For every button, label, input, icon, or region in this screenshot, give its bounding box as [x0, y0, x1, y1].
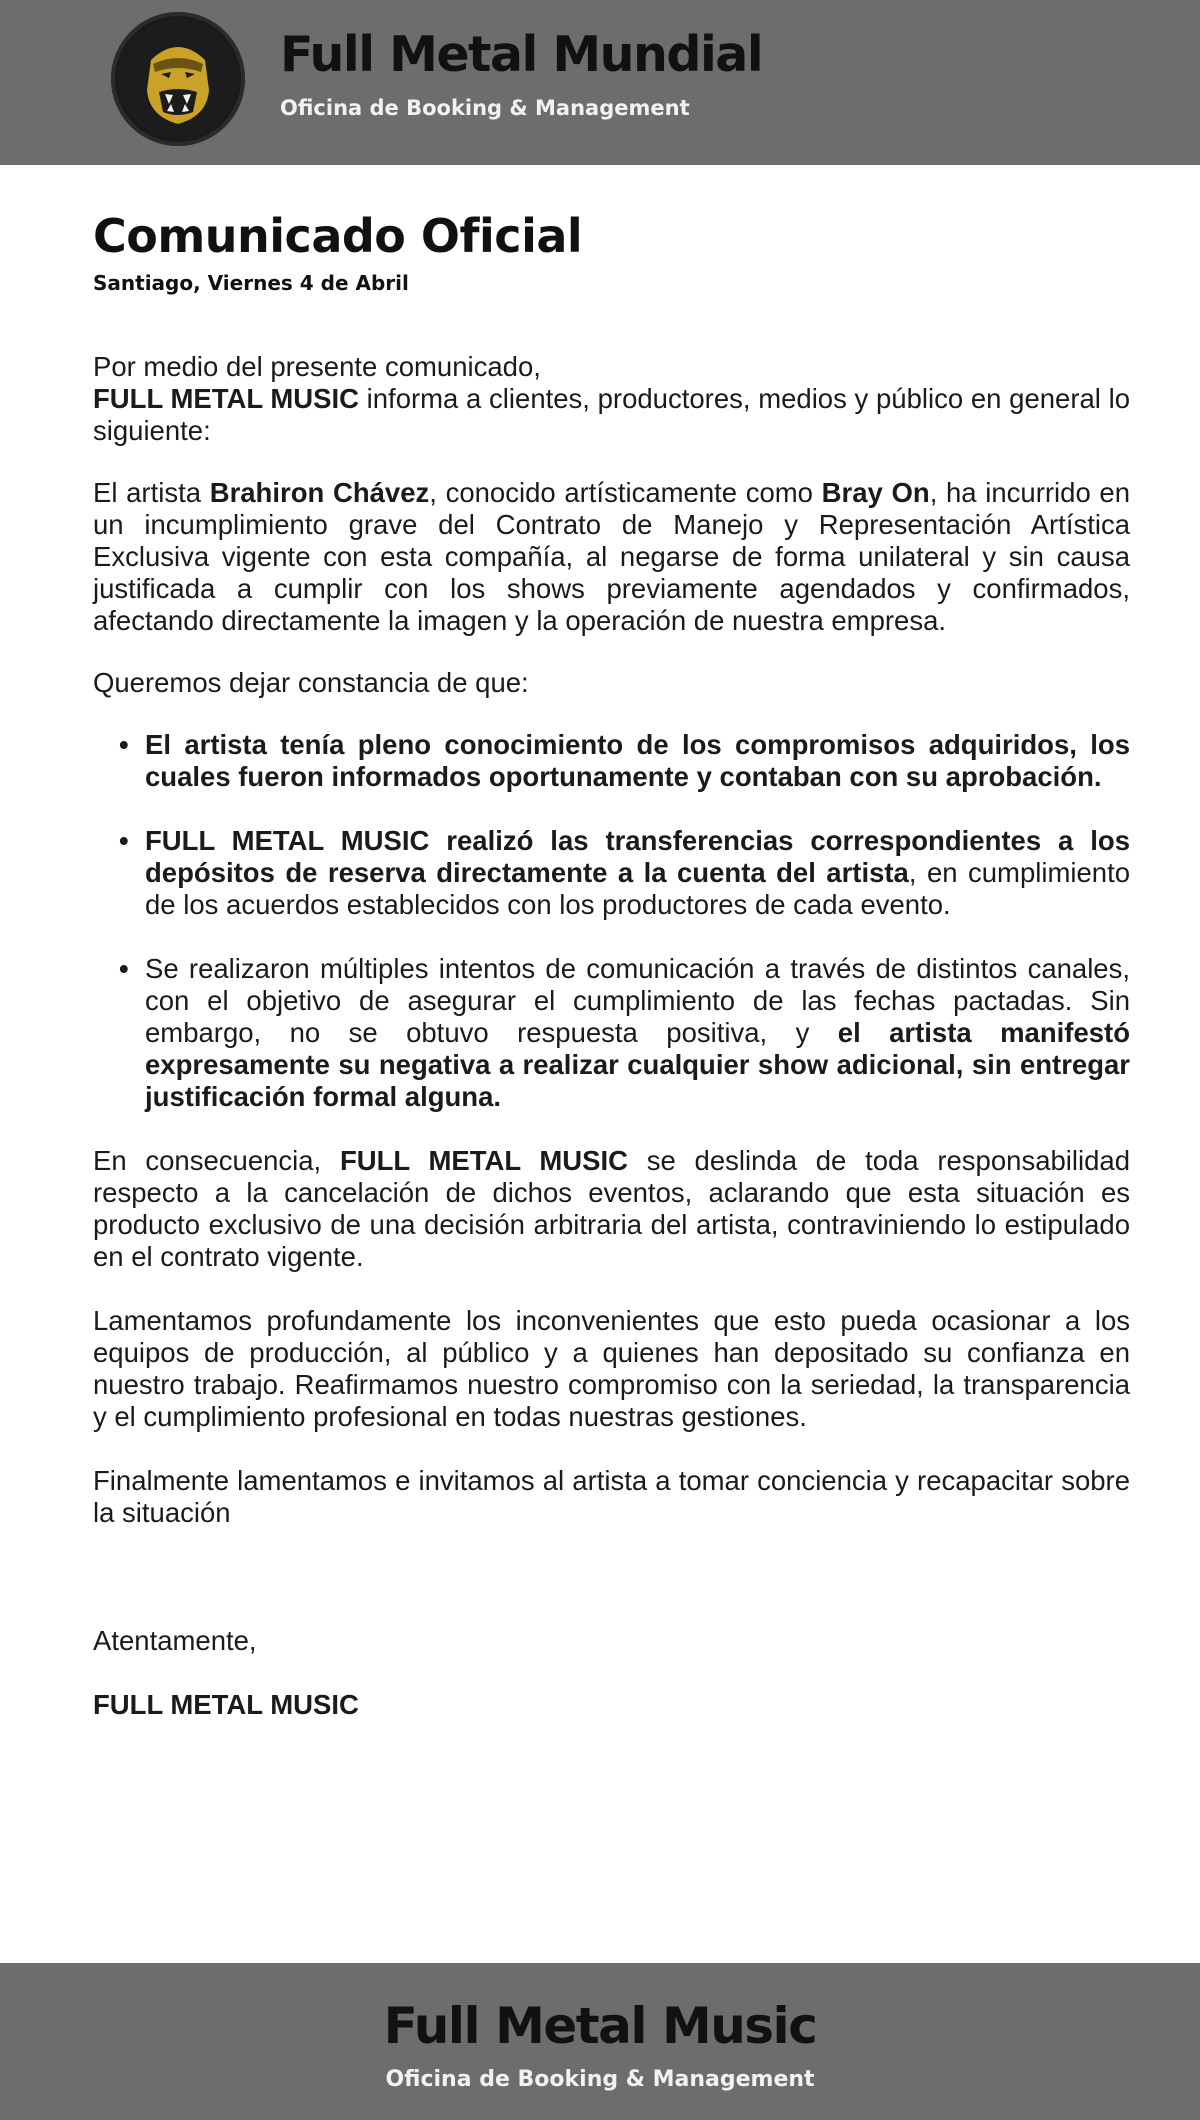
- bullet-item-1: [145, 729, 1130, 793]
- intro-paragraph: [93, 351, 1130, 447]
- consecuencia-company: FULL METAL MUSIC: [339, 1145, 628, 1176]
- constancia-paragraph: Queremos dejar constancia de que:: [93, 667, 529, 698]
- lamentamos-paragraph: Lamentamos profundamente los inconvenientes que esto pueda ocasionar a los equipos de producción, al público y a quienes han depositado su confianza en nuestro trabajo. Reafirmamos nuestro compromiso con la seriedad, la transparencia y el cumplimiento profesional en todas nuestras gestiones.: [93, 1305, 1130, 1432]
- intro-company: FULL METAL MUSIC: [93, 383, 359, 414]
- bullet-1-text: El artista tenía pleno conocimiento de los compromisos adquiridos, los cuales fueron informados oportunamente y contaban con su aprobación.: [145, 729, 1130, 792]
- bullet-item-2: [145, 825, 1130, 921]
- finalmente-paragraph: Finalmente lamentamos e invitamos al artista a tomar conciencia y recapacitar sobre la situación: [93, 1465, 1130, 1528]
- brand-subtitle: Oficina de Booking & Management: [280, 96, 690, 120]
- bullet-2-rest: , en cumplimiento de los acuerdos establecidos con los productores de cada evento.: [145, 857, 1130, 920]
- footer-title: Full Metal Music: [383, 1997, 817, 2055]
- footer-band: [0, 1963, 1200, 2120]
- bullet-2-bold: FULL METAL MUSIC realizó las transferencias correspondientes a los depósitos de reserva directamente a la cuenta del artista: [145, 825, 1130, 888]
- artist-text-2: , conocido artísticamente como: [429, 477, 822, 508]
- artist-text-3: , ha incurrido en un incumplimiento grave del Contrato de Manejo y Representación Artística Exclusiva vigente con esta compañía, al negarse de forma unilateral y sin causa justificada a cumplir con los shows previamente agendados y confirmados, afectando directamente la imagen y la operación de nuestra empresa.: [93, 477, 1130, 636]
- intro-text-2: informa a clientes, productores, medios y público en general lo siguiente:: [93, 383, 1130, 446]
- gorilla-logo-svg: [111, 12, 245, 146]
- document-title: Comunicado Oficial: [93, 209, 583, 263]
- document-body: [93, 209, 1130, 1721]
- bullet-3-bold: el artista manifestó expresamente su negativa a realizar cualquier show adicional, sin entregar justificación formal alguna.: [145, 1017, 1130, 1112]
- artist-name: Brahiron Chávez: [209, 477, 430, 508]
- signature: FULL METAL MUSIC: [93, 1689, 359, 1720]
- header-band: [0, 0, 1200, 165]
- bullet-3-plain: Se realizaron múltiples intentos de comunicación a través de distintos canales, con el objetivo de asegurar el cumplimiento de las fechas pactadas. Sin embargo, no se obtuvo respuesta positiva, y: [145, 953, 1130, 1048]
- bullet-item-3: [145, 953, 1130, 1113]
- bullet-list: [93, 729, 1130, 1113]
- artist-text-1: El artista: [93, 477, 210, 508]
- artist-paragraph: [93, 477, 1130, 637]
- consecuencia-text-1: En consecuencia,: [93, 1145, 340, 1176]
- consecuencia-paragraph: [93, 1145, 1130, 1273]
- intro-text-1: Por medio del presente comunicado,: [93, 351, 541, 382]
- gorilla-logo-icon: [111, 12, 245, 146]
- closing-line: Atentamente,: [93, 1625, 257, 1656]
- brand-title: Full Metal Mundial: [280, 26, 763, 83]
- consecuencia-text-2: se deslinda de toda responsabilidad respecto a la cancelación de dichos eventos, aclarando que esta situación es producto exclusivo de una decisión arbitraria del artista, contraviniendo lo estipulado en el contrato vigente.: [93, 1145, 1130, 1272]
- artist-stage-name: Bray On: [821, 477, 930, 508]
- footer-subtitle: Oficina de Booking & Management: [385, 2067, 815, 2092]
- document-date: Santiago, Viernes 4 de Abril: [93, 271, 409, 295]
